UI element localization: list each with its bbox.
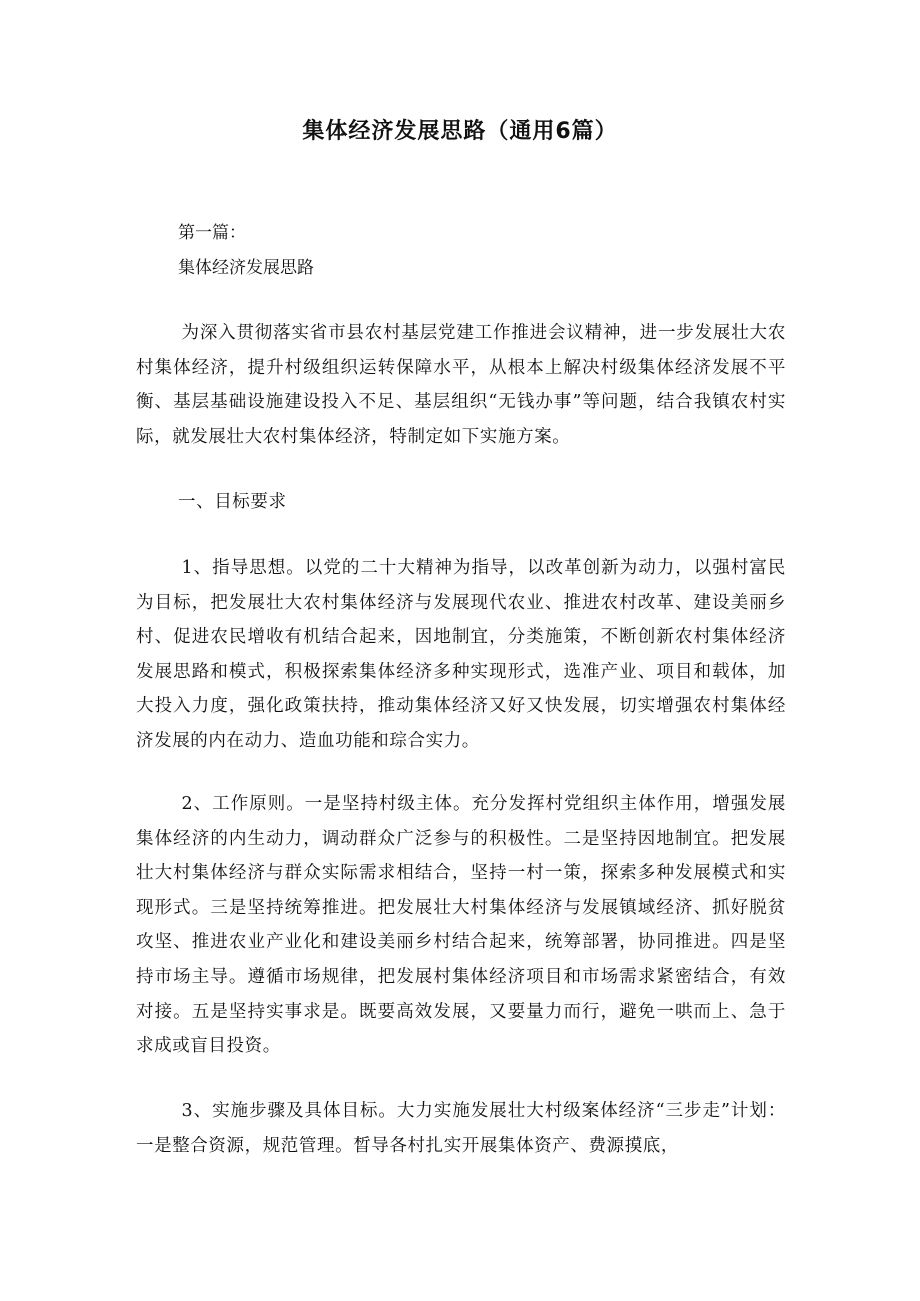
intro-paragraph: 为深入贯彻落实省市县农村基层党建工作推进会议精神，进一步发展壮大农村集体经济，提升村级组织运转保障水平，从根本上解决村级集体经济发展不平衡、基层基础设施建设投入不足、基层组织“无钱办事”等问题，结合我镇农村实际，就发展壮大农村集体经济，特制定如下实施方案。 [136, 323, 786, 447]
section-heading-goals: 一、目标要求 [178, 492, 287, 512]
part-title: 集体经济发展思路 [178, 258, 314, 278]
paragraph-implementation-steps: 3、实施步骤及具体目标。大力实施发展壮大村级案体经济“三步走”计划：一是整合资源，规范管理。晳导各村扎实开展集体资产、费源摸底， [136, 1101, 786, 1156]
document-title: 集体经济发展思路（通用6篇） [302, 119, 618, 144]
paragraph-work-principles: 2、工作原则。一是坚持村级主体。充分发挥村党组织主体作用，增强发展集体经济的内生动力，调动群众广泛参与的积极性。二是坚持因地制宜。把发展壮大村集体经济与群众实际需求相结合，坚持一村一策，探索多种发展模式和实现形式。三是坚持统筹推进。把发展壮大村集体经济与发展镇域经济、抓好脱贫攻坚、推进农业产业化和建设美丽乡村结合起来，统筹部署，协同推进。四是坚持市场主导。遵循市场规律，把发展村集体经济项目和市场需求紧密结合，有效对接。五是坚持实事求是。既要高效发展，又要量力而行，避免一哄而上、急于求成或盲目投资。 [136, 794, 786, 1057]
part-label: 第一篇： [178, 223, 246, 243]
paragraph-guiding-ideology: 1、指导思想。以党的二十大精神为指导，以改革创新为动力，以强村富民为目标，把发展壮大农村集体经济与发展现代农业、推进农村改革、建设美丽乡村、促进农民增收有机结合起来，因地制宜，分类施策，不断创新农村集体经济发展思路和模式，积极探索集体经济多种实现形式，选准产业、项目和载体，加大投入力度，强化政策扶持，推动集体经济又好又快发展，切实增强农村集体经济发展的内在动力、造血功能和琮合实力。 [136, 558, 786, 751]
